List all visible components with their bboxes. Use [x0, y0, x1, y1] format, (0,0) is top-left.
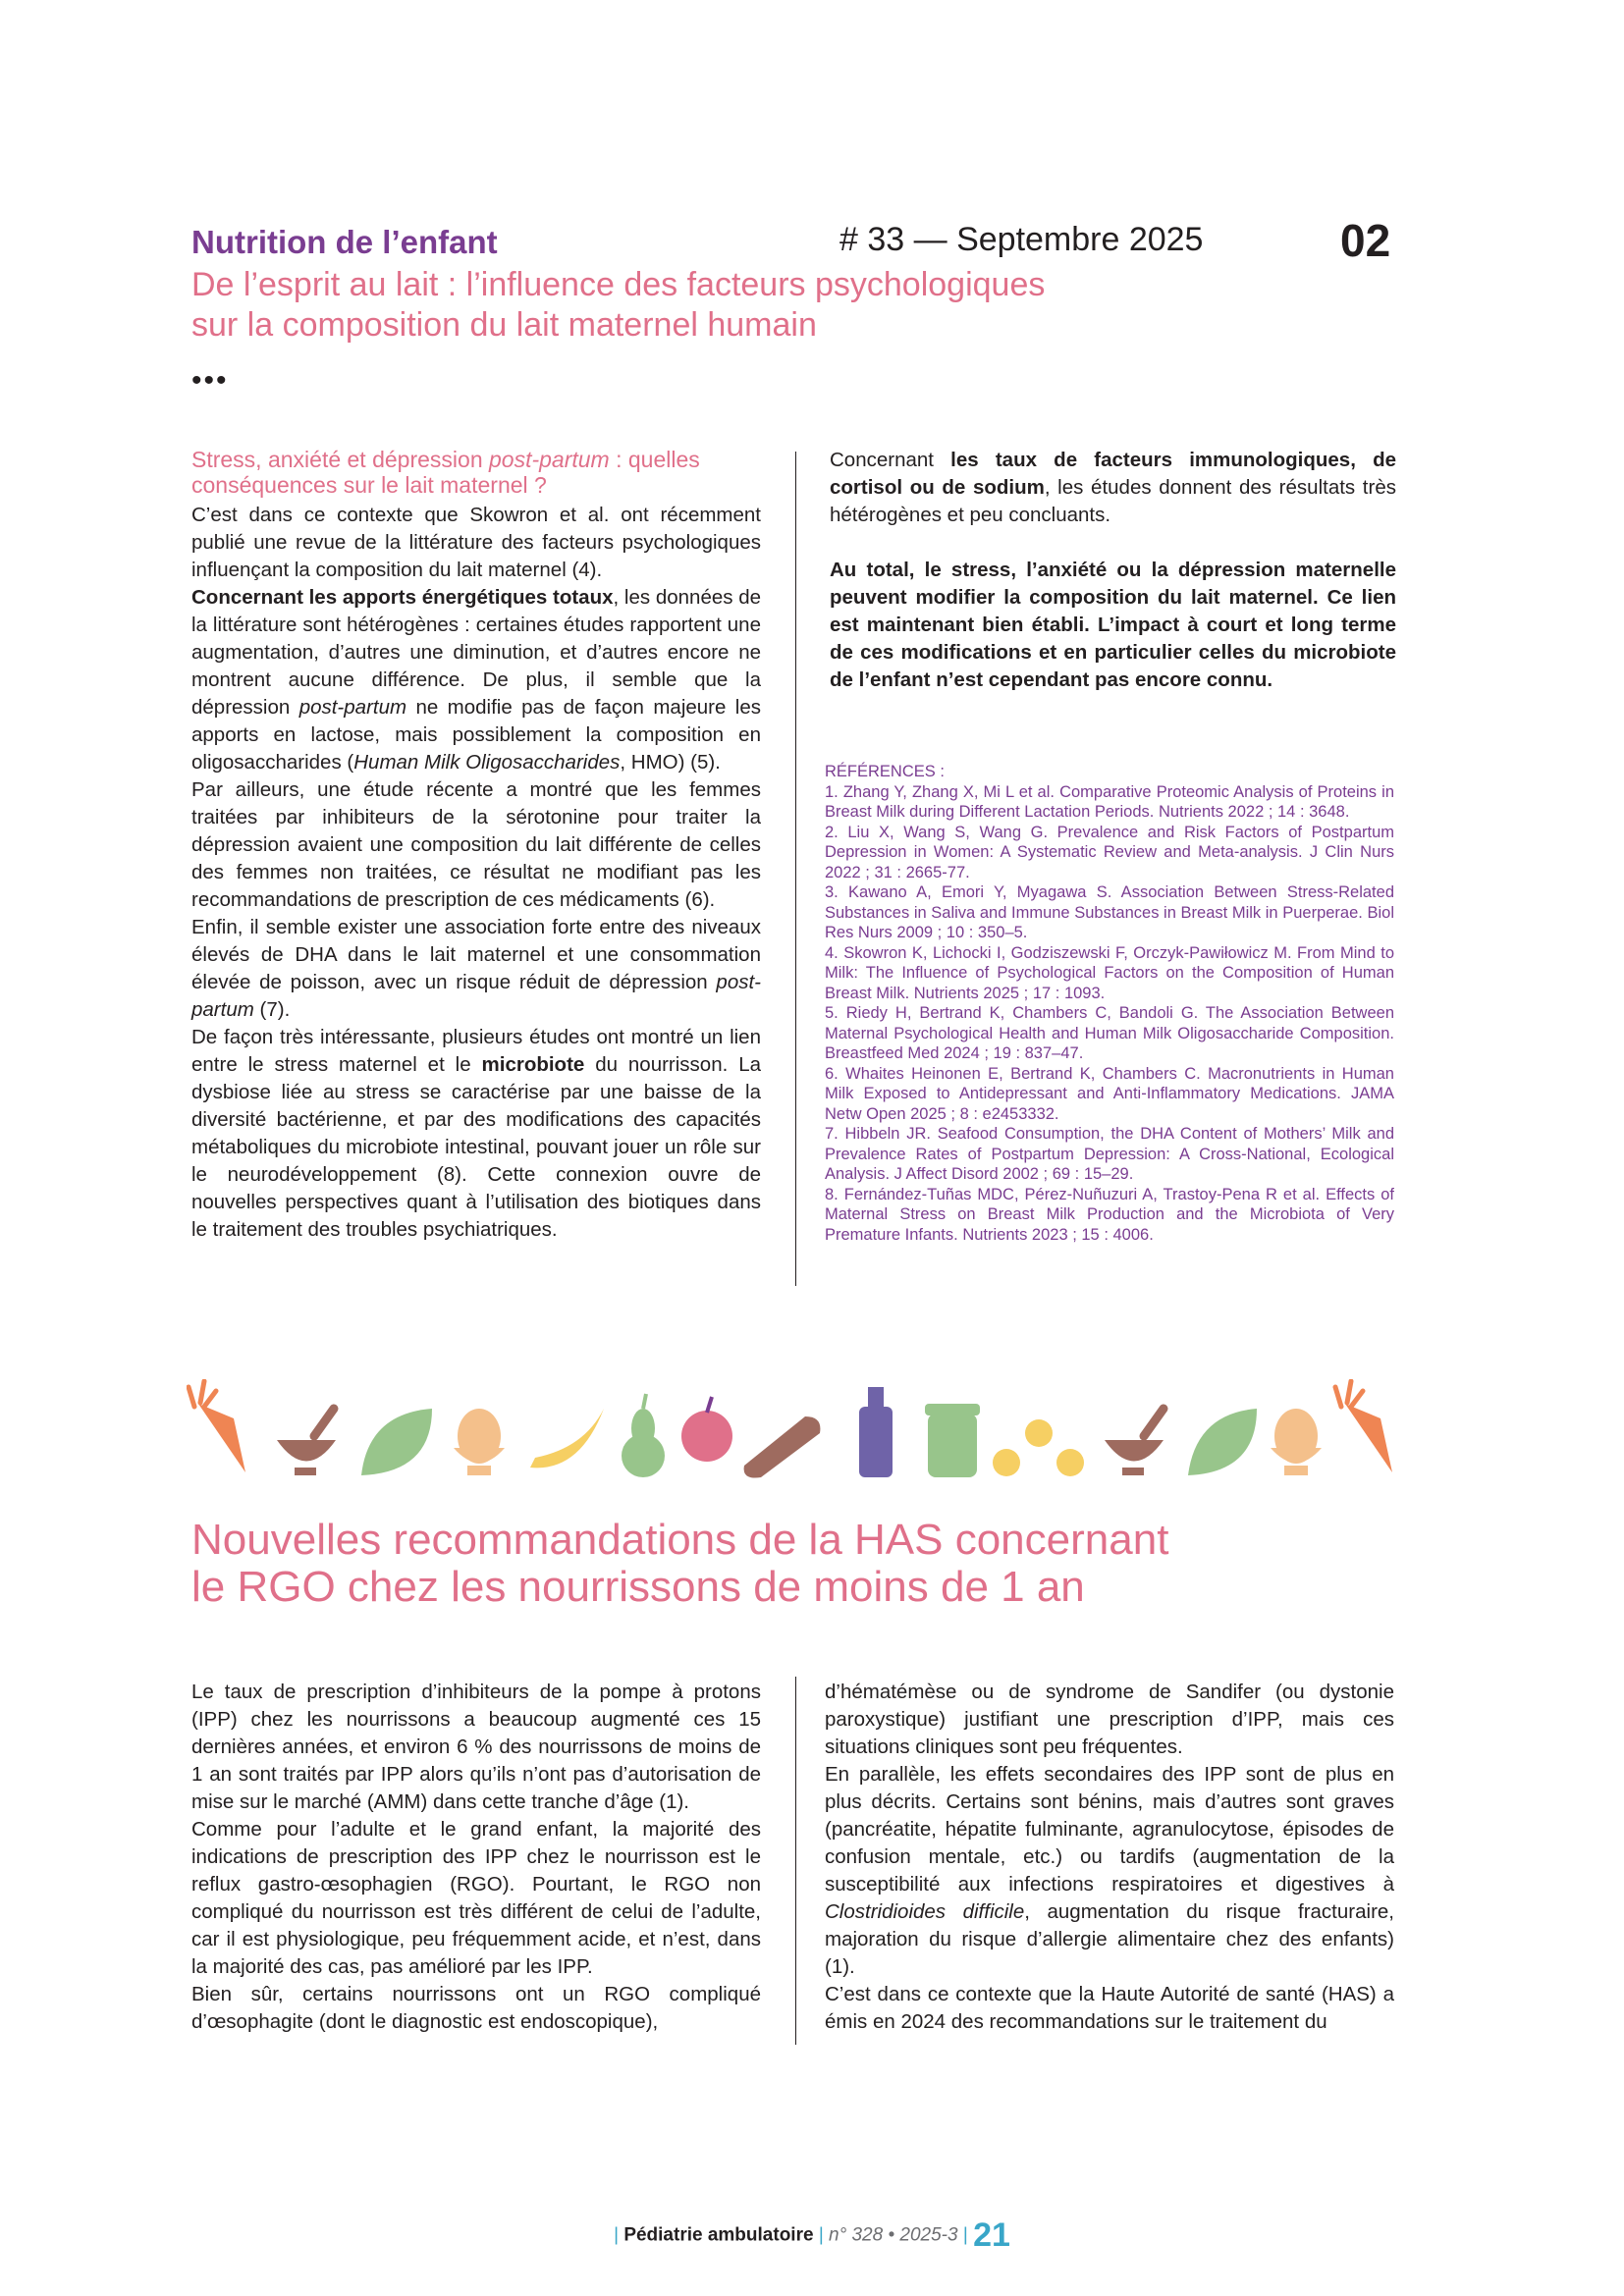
article1-paragraph: Enfin, il semble exister une association forte entre des niveaux élevés de DHA dans le lait maternel et une consommation élevée de poisson, avec un risque réduit de dépression post-partum (7). — [191, 916, 761, 1021]
article1-paragraph: Concernant les apports énergétiques totaux, les données de la littérature sont hétérogènes : certaines études rapportent une augmentation, d’autres une diminution, et d’autres encore ne montrent aucune différence. De plus, il semble que la dépression post-partum ne modifie pas de façon majeure les apports en lactose, mais possiblement la composition en oligosaccharides (Human Milk Oligosaccharides, HMO) (5). — [191, 586, 762, 774]
separator-dots: ••• — [191, 364, 229, 397]
drops-icon — [993, 1419, 1084, 1476]
reference-item: 8. Fernández-Tuñas MDC, Pérez-Nuñuzuri A, Trastoy-Pena R et al. Effects of Maternal Stress on Breast Milk Production and the Microbiota of Very Premature Infants. Nutrients 2023 ; 15 : 4006. — [825, 1185, 1394, 1244]
article2-right-column — [825, 1679, 1394, 2036]
column-divider — [795, 452, 796, 1286]
reference-item: 7. Hibbeln JR. Seafood Consumption, the DHA Content of Mothers’ Milk and Prevalence Rates of Postpartum Depression: A Cross-National, Ecological Analysis. J Affect Disord 2002 ; 69 : 15–29. — [825, 1125, 1394, 1183]
melon-slice-icon — [1188, 1409, 1257, 1475]
bottle-icon — [859, 1387, 893, 1477]
article2-paragraph: Bien sûr, certains nourrissons ont un RGO compliqué d’œsophagite (dont le diagnostic est endoscopique), — [191, 1983, 761, 2033]
jar-icon — [925, 1404, 980, 1477]
footer-journal: Pédiatrie ambulatoire — [623, 2224, 814, 2246]
carrot-icon — [1335, 1381, 1392, 1472]
melon-slice-icon — [361, 1409, 432, 1475]
section-label: Nutrition de l’enfant — [191, 224, 498, 260]
article1-conclusion: Au total, le stress, l’anxiété ou la dépression maternelle peuvent modifier la composition du lait maternel. Ce lien est maintenant bien établi. L’impact à court et long terme de ces modifications et en particulier celles du microbiote de l’enfant n’est cependant pas encore connu. — [830, 559, 1396, 691]
issue-label: # 33 — Septembre 2025 — [839, 221, 1204, 258]
article-title — [191, 265, 1272, 346]
article1-right-column — [830, 447, 1396, 694]
page-footer — [0, 2216, 1624, 2255]
reference-item: 3. Kawano A, Emori Y, Myagawa S. Association Between Stress-Related Substances in Saliva and Immune Substances in Breast Milk in Puerperae. Biol Res Nurs 2009 ; 10 : 350–5. — [825, 883, 1394, 941]
article1-paragraph: Par ailleurs, une étude récente a montré que les femmes traitées par inhibiteurs de la sérotonine pour traiter la dépression avaient une composition du lait différente de celles des femmes non traitées, ce résultat ne modifiant pas les recommandations de prescription de ces médicaments (6). — [191, 778, 761, 911]
column-divider — [795, 1677, 796, 2045]
footer-issue: n° 328 • 2025-3 — [829, 2224, 958, 2246]
references-title: RÉFÉRENCES : — [825, 763, 945, 780]
article1-paragraph: Concernant les taux de facteurs immunologiques, de cortisol ou de sodium, les études donnent des résultats très hétérogènes et peu concluants. — [830, 449, 1396, 526]
article2-title-line2: le RGO chez les nourrissons de moins de 1 an — [191, 1563, 1085, 1611]
article2-paragraph: Le taux de prescription d’inhibiteurs de la pompe à protons (IPP) chez les nourrissons a beaucoup augmenté ces 15 dernières années, et environ 6 % des nourrissons de moins de 1 an sont traités par IPP alors qu’ils n’ont pas d’autorisation de mise sur le marché (AMM) dans cette tranche d’âge (1). — [191, 1681, 761, 1813]
egg-cup-icon — [1271, 1409, 1322, 1475]
article2-left-column — [191, 1679, 761, 2036]
article1-left-column — [191, 447, 761, 1244]
bread-icon — [744, 1416, 821, 1478]
article1-paragraph: C’est dans ce contexte que Skowron et al. ont récemment publié une revue de la littérature des facteurs psychologiques influençant la composition du lait maternel (4). — [191, 504, 761, 581]
article2-paragraph: C’est dans ce contexte que la Haute Autorité de santé (HAS) a émis en 2024 des recommandations sur le traitement du — [825, 1983, 1394, 2033]
footer-separator: | — [614, 2224, 620, 2246]
article2-paragraph: d’hématémèse ou de syndrome de Sandifer (ou dystonie paroxystique) justifiant une prescription d’IPP, mais ces situations cliniques sont peu fréquentes. — [825, 1681, 1394, 1758]
footer-separator: | — [818, 2224, 824, 2246]
footer-separator: | — [962, 2224, 968, 2246]
article2-title — [191, 1517, 1370, 1611]
article2-paragraph: En parallèle, les effets secondaires des IPP sont de plus en plus décrits. Certains sont bénins, mais d’autres sont graves (pancréatite, hépatite fulminante, agranulocytose, épisodes de confusion mentale, etc.) ou tardifs (augmentation de la susceptibilité aux infections respiratoires et digestives à Clostridioides difficile, augmentation du risque fracturaire, majoration du risque d’allergie alimentaire chez des enfants) (1). — [825, 1763, 1394, 1978]
mortar-icon — [1105, 1409, 1164, 1475]
article-title-line1: De l’esprit au lait : l’influence des facteurs psychologiques — [191, 266, 1046, 303]
page-number: 21 — [973, 2216, 1010, 2254]
reference-item: 1. Zhang Y, Zhang X, Mi L et al. Comparative Proteomic Analysis of Proteins in Breast Milk during Different Lactation Periods. Nutrients 2022 ; 14 : 3648. — [825, 782, 1394, 821]
references — [825, 762, 1394, 1245]
egg-cup-icon — [454, 1409, 505, 1475]
article2-paragraph: Comme pour l’adulte et le grand enfant, la majorité des indications de prescription des IPP chez le nourrisson est le reflux gastro-œsophagien (RGO). Pourtant, le RGO non compliqué du nourrisson est très différent de celui de l’adulte, car il est physiologique, peu fréquemment acide, et n’est, dans la majorité des cas, pas amélioré par les IPP. — [191, 1818, 761, 1978]
carrot-icon — [189, 1381, 245, 1472]
article-title-line2: sur la composition du lait maternel humain — [191, 306, 817, 344]
page-marker: 02 — [1340, 215, 1391, 266]
mortar-icon — [277, 1409, 336, 1475]
reference-item: 4. Skowron K, Lichocki I, Godziszewski F, Orczyk-Pawiłowicz M. From Mind to Milk: The Influence of Psychological Factors on the Composition of Human Breast Milk. Nutrients 2025 ; 17 : 1093. — [825, 943, 1394, 1002]
article2-title-line1: Nouvelles recommandations de la HAS concernant — [191, 1516, 1169, 1564]
reference-item: 2. Liu X, Wang S, Wang G. Prevalence and Risk Factors of Postpartum Depression in Women: A Systematic Review and Meta-analysis. J Clin Nurs 2022 ; 31 : 2665-77. — [825, 823, 1394, 881]
reference-item: 6. Whaites Heinonen E, Bertrand K, Chambers C. Macronutrients in Human Milk Exposed to Antidepressant and Anti-Inflammatory Medications. JAMA Netw Open 2025 ; 8 : e2453332. — [825, 1064, 1394, 1123]
pear-icon — [622, 1394, 665, 1477]
article1-subhead: Stress, anxiété et dépression post-partum : quelles conséquences sur le lait maternel ? — [191, 447, 700, 498]
article1-paragraph: De façon très intéressante, plusieurs études ont montré un lien entre le stress maternel et le microbiote du nourrisson. La dysbiose liée au stress se caractérise par une baisse de la diversité bactérienne, et par des modifications des capacités métaboliques du microbiote intestinal, pouvant jouer un rôle sur le neurodéveloppement (8). Cette connexion ouvre de nouvelles perspectives quant à l’utilisation des biotiques dans le traitement des troubles psychiatriques. — [191, 1026, 761, 1241]
banana-icon — [530, 1409, 604, 1468]
food-icons-row — [187, 1379, 1404, 1487]
apple-icon — [681, 1397, 732, 1462]
reference-item: 5. Riedy H, Bertrand K, Chambers C, Bandoli G. The Association Between Maternal Psychological Health and Human Milk Oligosaccharide Composition. Breastfeed Med 2024 ; 19 : 837–47. — [825, 1004, 1394, 1062]
